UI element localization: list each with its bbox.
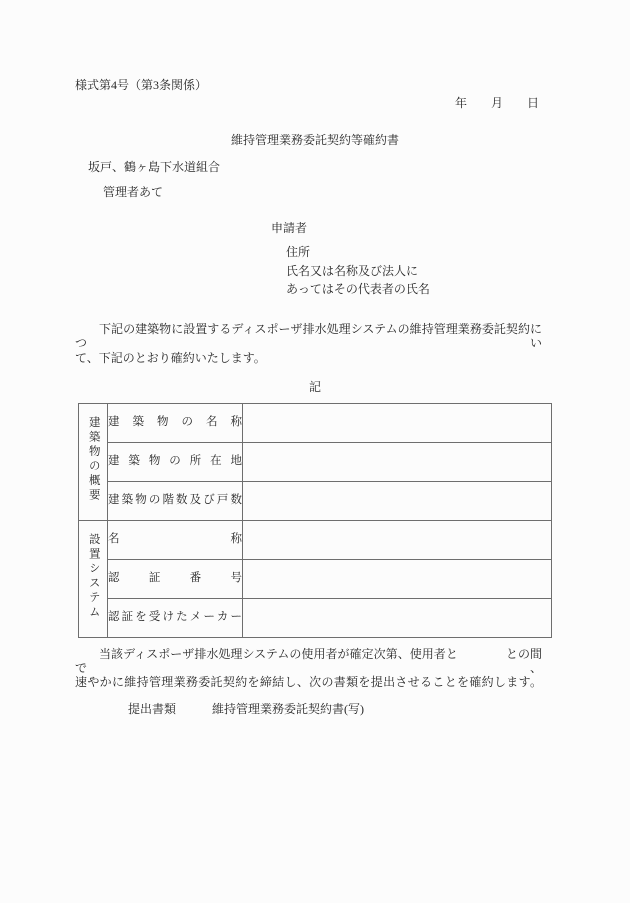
fill-in-cell-certified-manufacturer [243,599,552,638]
closing-line1-after-blank: との間で、 [75,647,542,676]
table-group-header-building [79,404,108,521]
date-line: 年 月 日 [455,96,540,110]
row-label-building-floors-units: 建築物の階数及び戸数 [108,482,243,521]
fill-in-cell-certification-number [243,560,552,599]
applicant-name-label-line1: 氏名又は名称及び法人に [286,264,419,278]
table-group-header-system-label: 設置システム [87,533,100,621]
documents-label: 提出書類 [128,702,177,716]
row-label-system-name: 名称 [108,521,243,560]
documents-gap [176,712,212,713]
intro-paragraph-line2: て、下記のとおり確約いたします。 [75,351,266,365]
documents-value: 維持管理業務委託契約書(写) [212,702,365,716]
row-label-building-name: 建築物の名称 [108,404,243,443]
closing-paragraph-line2: 速やかに維持管理業務委託契約を締結し、次の書類を提出させることを確約します。 [75,675,542,689]
applicant-name-label-line2: あってはその代表者の氏名 [286,282,430,296]
intro-paragraph-line1: 下記の建築物に設置するディスポーザ排水処理システムの維持管理業務委託契約につい [75,322,542,351]
table-group-header-building-label: 建築物の概要 [87,416,100,504]
form-table [78,403,552,638]
form-number: 様式第4号（第3条関係） [75,78,208,92]
addressee-org: 坂戸、鶴ヶ島下水道組合 [88,160,221,174]
table-group-header-system [79,521,108,638]
addressee-role: 管理者あて [103,185,164,199]
fill-in-cell-building-name [243,404,552,443]
documents-line [128,702,364,716]
fill-in-cell-building-location [243,443,552,482]
applicant-address-label: 住所 [286,245,311,259]
closing-line1-before-blank: 当該ディスポーザ排水処理システムの使用者が確定次第、使用者と [99,647,458,661]
closing-paragraph-line1 [75,647,542,676]
fill-in-blank [458,657,506,658]
row-label-certified-manufacturer: 認証を受けたメーカー [108,599,243,638]
fill-in-cell-building-floors-units [243,482,552,521]
document-title: 維持管理業務委託契約等確約書 [230,133,399,147]
fill-in-cell-system-name [243,521,552,560]
row-label-certification-number: 認証番号 [108,560,243,599]
applicant-label: 申請者 [271,221,308,235]
row-label-building-location: 建築物の所在地 [108,443,243,482]
note-heading: 記 [308,380,321,394]
